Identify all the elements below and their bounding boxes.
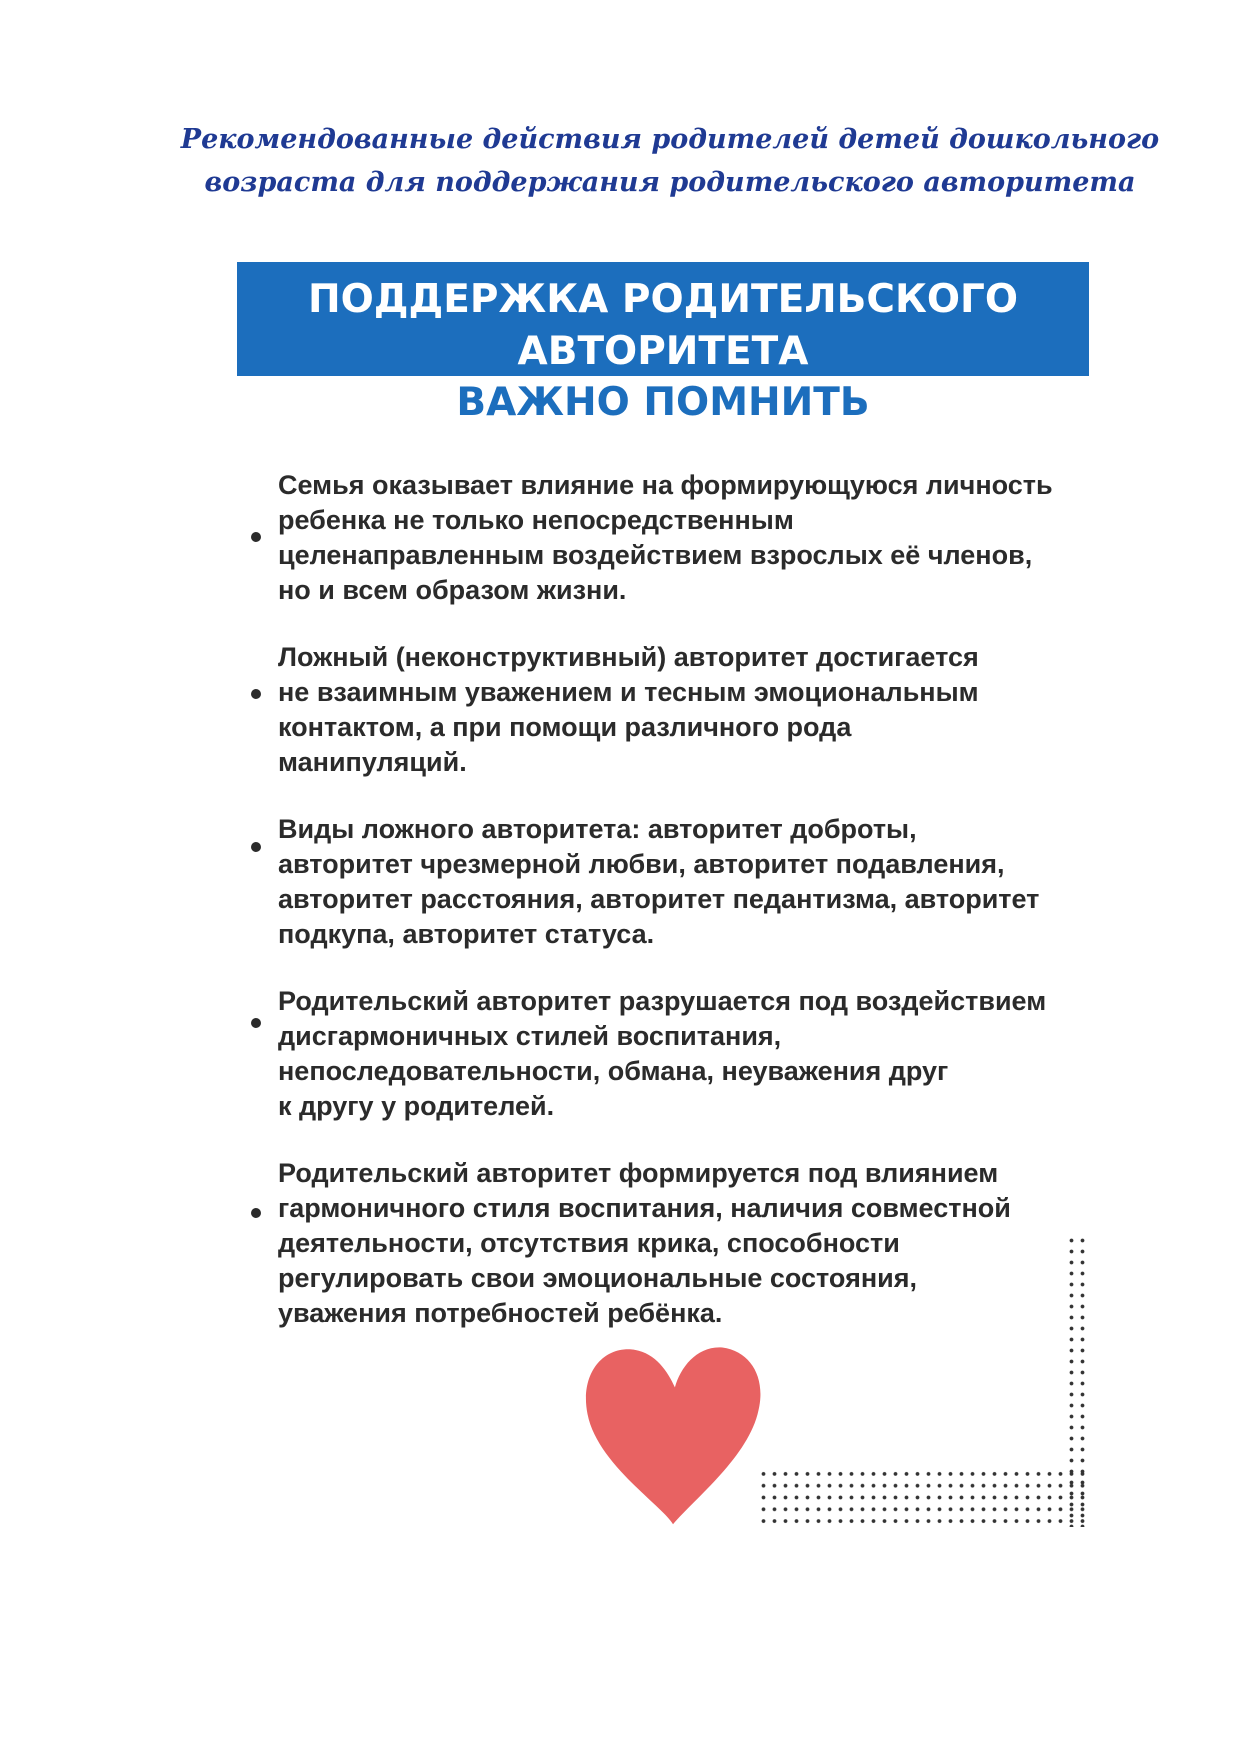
key-point: [278, 812, 1108, 952]
document-title-line-2: возраста для поддержания родительского авторитета: [204, 167, 1136, 198]
important-subtitle: ВАЖНО ПОМНИТЬ: [456, 380, 870, 425]
banner-title-line-1: ПОДДЕРЖКА РОДИТЕЛЬСКОГО: [308, 277, 1018, 322]
key-point-line: но и всем образом жизни.: [278, 575, 627, 605]
dot-grid-icon: [758, 1468, 1088, 1527]
key-point-line: Семья оказывает влияние на формирующуюся личность: [278, 470, 1053, 500]
key-point-line: авторитет расстояния, авторитет педантизма, авторитет: [278, 884, 1040, 914]
key-point-line: регулировать свои эмоциональные состояния,: [278, 1263, 917, 1293]
key-point: [278, 640, 1108, 780]
key-point-line: контактом, а при помощи различного рода: [278, 712, 852, 742]
bullet-icon: [251, 1208, 261, 1218]
key-point-line: Родительский авторитет разрушается под воздействием: [278, 986, 1047, 1016]
key-point-line: гармоничного стиля воспитания, наличия совместной: [278, 1193, 1011, 1223]
key-point-line: непоследовательности, обмана, неуважения друг: [278, 1056, 949, 1086]
key-point-line: Ложный (неконструктивный) авторитет достигается: [278, 642, 979, 672]
key-point-line: авторитет чрезмерной любви, авторитет подавления,: [278, 849, 1005, 879]
bullet-icon: [251, 689, 261, 699]
key-point-line: к другу у родителей.: [278, 1091, 555, 1121]
key-point-line: подкупа, авторитет статуса.: [278, 919, 655, 949]
heart-shape: [586, 1347, 761, 1524]
key-point: [278, 1156, 1108, 1331]
key-point-line: Виды ложного авторитета: авторитет доброты,: [278, 814, 917, 844]
bullet-icon: [251, 842, 261, 852]
key-point-line: уважения потребностей ребёнка.: [278, 1298, 723, 1328]
bullet-icon: [251, 532, 261, 542]
banner-title-line-2: АВТОРИТЕТА: [517, 329, 809, 374]
key-point-line: деятельности, отсутствия крика, способности: [278, 1228, 900, 1258]
key-point-line: не взаимным уважением и тесным эмоциональным: [278, 677, 979, 707]
key-point: [278, 468, 1108, 608]
key-point-line: манипуляций.: [278, 747, 467, 777]
key-point-line: ребенка не только непосредственным: [278, 505, 794, 535]
bullet-icon: [251, 1018, 261, 1028]
key-point-line: Родительский авторитет формируется под влиянием: [278, 1158, 999, 1188]
document-title-line-1: Рекомендованные действия родителей детей дошкольного: [180, 124, 1160, 155]
heart-icon: [578, 1338, 768, 1528]
key-point-line: целенаправленным воздействием взрослых её членов,: [278, 540, 1033, 570]
key-point-line: дисгармоничных стилей воспитания,: [278, 1021, 782, 1051]
key-point: [278, 984, 1108, 1124]
